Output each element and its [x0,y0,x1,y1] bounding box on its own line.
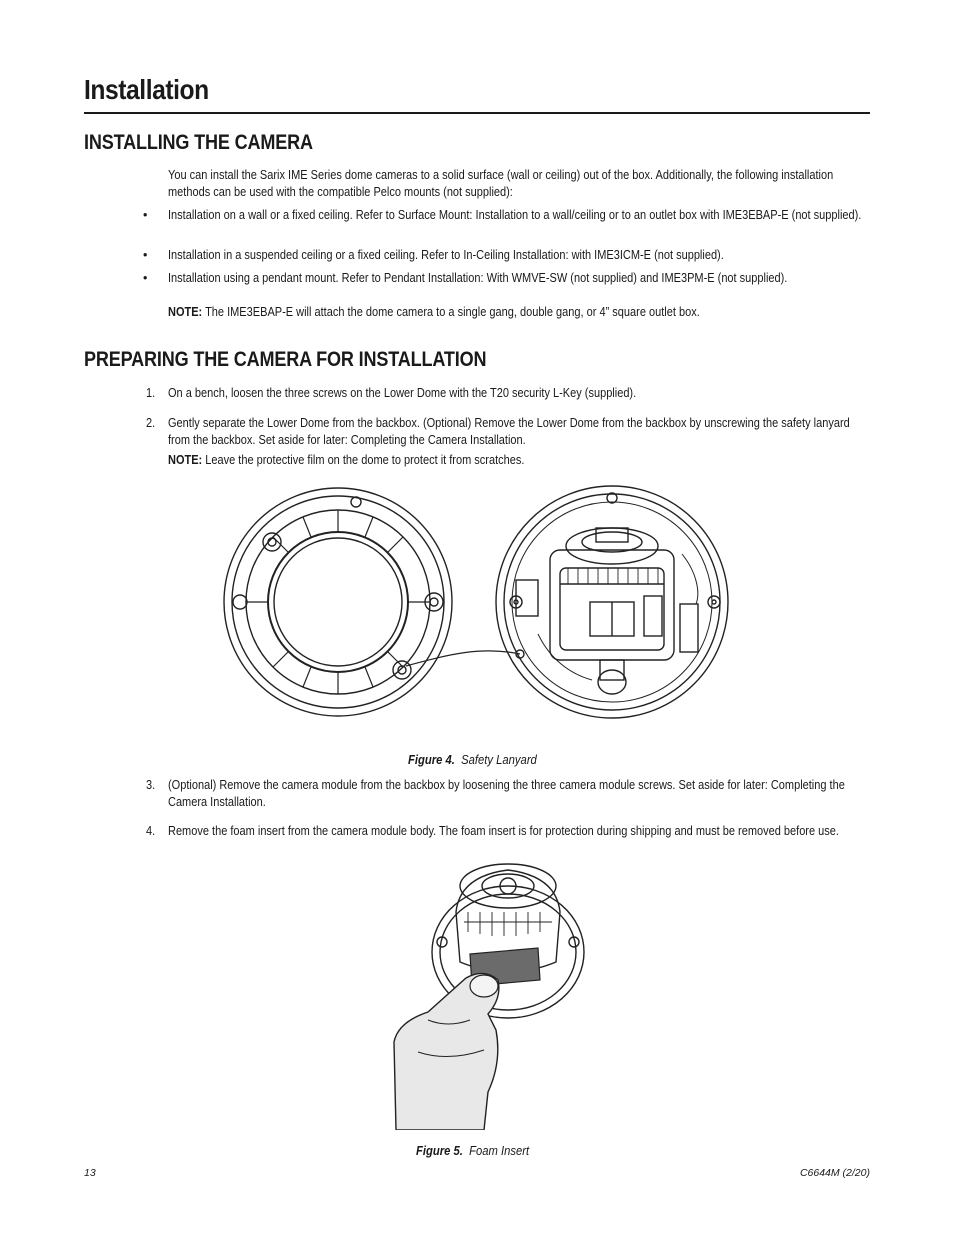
step-4-text: Remove the foam insert from the camera module body. The foam insert is for protection during shipping and must be removed before use. [168,824,839,838]
section-heading-installing: INSTALLING THE CAMERA [84,131,313,154]
step-number: 1. [146,386,156,400]
note-text: The IME3EBAP-E will attach the dome camera to a single gang, double gang, or 4” square outlet box. [202,305,700,319]
document-code: C6644M (2/20) [799,1167,870,1179]
step-number: 2. [146,416,156,430]
figure-label: Figure 4. [408,752,455,767]
figure-label: Figure 5. [416,1143,463,1158]
figure-5-caption [416,1144,529,1158]
page-number: 13 [84,1167,96,1179]
figure-caption-text: Safety Lanyard [461,752,537,767]
preparing-note [168,452,872,469]
note-label: NOTE: [168,305,203,319]
figure-4-caption [408,753,537,767]
step-number: 4. [146,824,156,838]
step-2-text: Gently separate the Lower Dome from the backbox. (Optional) Remove the Lower Dome from the backbox by unscrewing the safety lanyard from the backbox. Set aside for later: Completing the Camera Installation. [168,416,850,447]
note-text: Leave the protective film on the dome to protect it from scratches. [202,453,525,467]
installing-bullet-1: Installation on a wall or a fixed ceiling. Refer to Surface Mount: Installation to a wall/ceiling or to an outlet box with IME3EBAP-E (not supplied). [168,208,862,222]
safety-lanyard-illustration [220,484,730,720]
foam-insert-illustration [388,852,588,1130]
page-title: Installation [84,74,209,105]
bullet-glyph: • [143,248,148,262]
installing-bullet-2: Installation in a suspended ceiling or a fixed ceiling. Refer to In-Ceiling Installation: with IME3ICM-E (not supplied). [168,248,724,262]
note-label: NOTE: [168,453,203,467]
installing-note [168,304,872,321]
step-number: 3. [146,778,156,792]
bullet-glyph: • [143,208,148,222]
installing-bullet-3: Installation using a pendant mount. Refer to Pendant Installation: With WMVE-SW (not supplied) and IME3PM-E (not supplied). [168,271,788,285]
figure-caption-text: Foam Insert [469,1143,530,1158]
title-rule [84,112,870,114]
installing-intro: You can install the Sarix IME Series dome cameras to a solid surface (wall or ceiling) out of the box. Additionally, the following installation methods can be used with the compatible Pelco mounts (not supplied): [168,168,834,199]
step-1-text: On a bench, loosen the three screws on the Lower Dome with the T20 security L-Key (supplied). [168,386,637,400]
bullet-glyph: • [143,271,148,285]
section-heading-preparing: PREPARING THE CAMERA FOR INSTALLATION [84,348,487,371]
step-3-text: (Optional) Remove the camera module from the backbox by loosening the three camera module screws. Set aside for later: Completing the Camera Installation. [168,778,845,809]
